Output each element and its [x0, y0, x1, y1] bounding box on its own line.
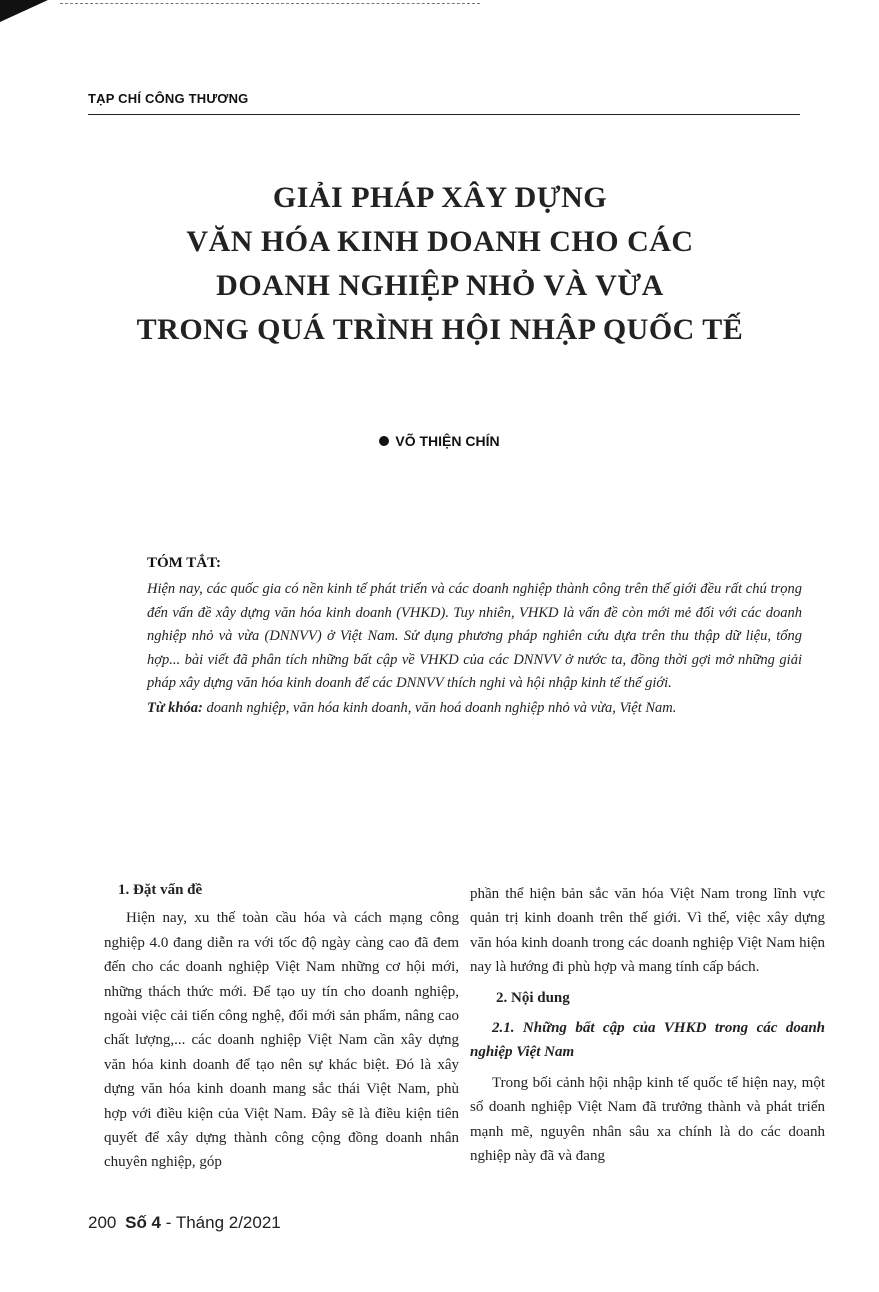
abstract-body: Hiện nay, các quốc gia có nền kinh tế phát triển và các doanh nghiệp thành công trên thế giới đều rất chú trọng đến vấn đề xây dựng văn hóa kinh doanh (VHKD). Tuy nhiên, VHKD là vấn đề còn mới mẻ đối với các doanh nghiệp nhỏ và vừa (DNNVV) ở Việt Nam. Sử dụng phương pháp nghiên cứu dựa trên thu thập dữ liệu, tổng hợp... bài viết đã phân tích những bất cập về VHKD của các DNNVV ở nước ta, đồng thời gợi mở những giải pháp xây dựng văn hóa kinh doanh để các DNNVV thích nghi và hội nhập kinh tế thế giới. — [147, 581, 802, 691]
journal-name: TẠP CHÍ CÔNG THƯƠNG — [88, 91, 249, 106]
article-title — [60, 176, 820, 352]
issue-date: - Tháng 2/2021 — [165, 1213, 281, 1232]
section-1-continued: phần thể hiện bản sắc văn hóa Việt Nam trong lĩnh vực quản trị kinh doanh trên thế giới. Vì thế, việc xây dựng văn hóa kinh doanh trong các doanh nghiệp Việt Nam hiện nay là hướng đi phù hợp và mang tính cấp bách. — [470, 886, 825, 976]
scan-top-rule — [60, 3, 480, 4]
scan-corner-mark — [0, 0, 48, 22]
title-line: VĂN HÓA KINH DOANH CHO CÁC — [186, 225, 694, 258]
section-2-1-heading: 2.1. Những bất cập của VHKD trong các doanh nghiệp Việt Nam — [470, 1020, 825, 1061]
section-1-heading: 1. Đặt vấn đề — [118, 882, 203, 898]
keywords-text: doanh nghiệp, văn hóa kinh doanh, văn hoá doanh nghiệp nhỏ và vừa, Việt Nam. — [206, 699, 677, 716]
title-line: DOANH NGHIỆP NHỎ VÀ VỪA — [216, 269, 664, 302]
issue-number: Số 4 — [125, 1213, 162, 1232]
author-name: VÕ THIỆN CHÍN — [395, 433, 500, 449]
page-footer — [88, 1213, 281, 1233]
bullet-icon — [379, 436, 389, 446]
column-right — [470, 882, 825, 1168]
abstract-heading: TÓM TẮT: — [147, 555, 222, 571]
title-line: TRONG QUÁ TRÌNH HỘI NHẬP QUỐC TẾ — [136, 313, 744, 346]
header-rule — [88, 114, 800, 115]
section-2-1-body: Trong bối cảnh hội nhập kinh tế quốc tế hiện nay, một số doanh nghiệp Việt Nam đã trưởng thành và phát triển mạnh mẽ, nguyên nhân sâu xa chính là do các doanh nghiệp này đã và đang — [470, 1074, 825, 1165]
page-number: 200 — [88, 1213, 117, 1232]
keywords — [147, 697, 802, 721]
author-line — [0, 433, 879, 449]
keywords-label: Từ khóa: — [147, 699, 203, 716]
abstract — [147, 578, 802, 720]
column-left — [104, 878, 459, 1175]
title-line: GIẢI PHÁP XÂY DỰNG — [272, 181, 608, 214]
section-2-heading: 2. Nội dung — [496, 989, 570, 1006]
section-1-body: Hiện nay, xu thế toàn cầu hóa và cách mạng công nghiệp 4.0 đang diễn ra với tốc độ ngày càng cao đã đem đến cho các doanh nghiệp Việt Nam những cơ hội mới, những thách thức mới. Để tạo uy tín cho doanh nghiệp, ngoài việc cải tiến công nghệ, đổi mới sản phẩm, nâng cao chất lượng,... các doanh nghiệp Việt Nam cần xây dựng văn hóa kinh doanh để tạo nên sự khác biệt. Đó là xây dựng văn hóa kinh doanh mang sắc thái Việt Nam, phù hợp với điều kiện của Việt Nam. Đây sẽ là điều kiện tiên quyết để xây dựng thành công cộng đồng doanh nhân chuyên nghiệp, góp — [104, 910, 459, 1171]
